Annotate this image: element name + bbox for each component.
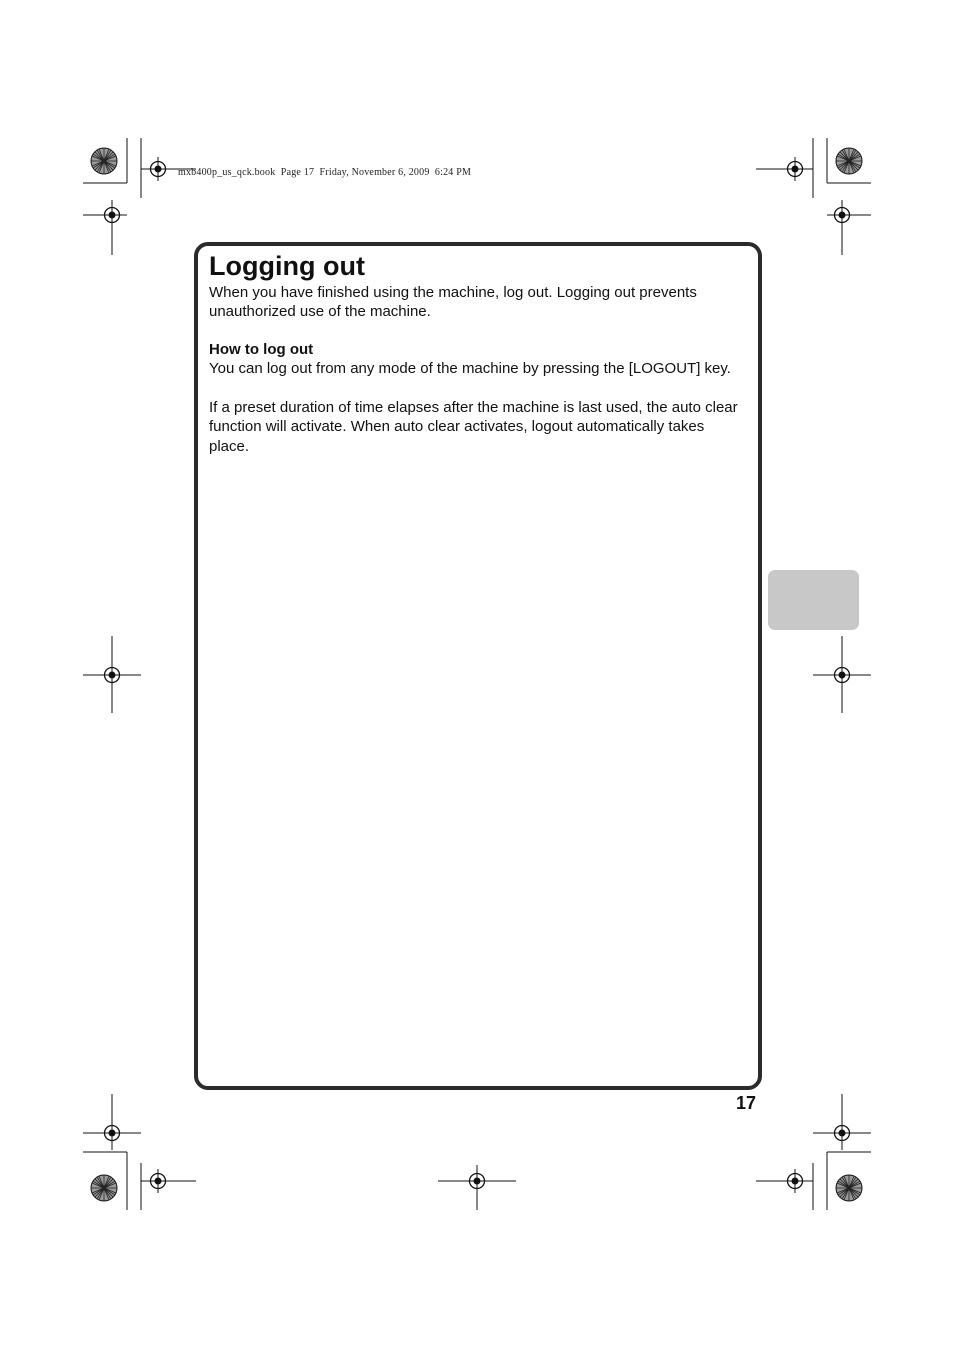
registration-mark (465, 1169, 489, 1193)
print-slug-line: mxb400p_us_qck.book Page 17 Friday, November 6, 2009 6:24 PM (178, 167, 472, 178)
registration-mark (830, 1121, 854, 1145)
page-number: 17 (736, 1093, 757, 1113)
registration-mark (830, 203, 854, 227)
registration-mark (146, 157, 170, 181)
registration-mark (100, 1121, 124, 1145)
auto-clear-paragraph: If a preset duration of time elapses after the machine is last used, the auto clear function will activate. When auto clear activates, logout automatically takes place. (209, 399, 738, 455)
logout-key-paragraph: You can log out from any mode of the machine by pressing the [LOGOUT] key. (209, 360, 731, 377)
registration-mark (830, 663, 854, 687)
section-heading: How to log out (209, 341, 314, 358)
registration-mark (146, 1169, 170, 1193)
star-target-bottom-right (836, 1175, 862, 1201)
registration-mark (100, 203, 124, 227)
intro-paragraph: When you have finished using the machine, log out. Logging out prevents unauthorized use of the machine. (209, 284, 697, 321)
star-target-bottom-left (91, 1175, 117, 1201)
registration-mark (783, 1169, 807, 1193)
star-target-top-right (836, 148, 862, 174)
page-title: Logging out (209, 251, 365, 281)
star-target-top-left (91, 148, 117, 174)
registration-mark (100, 663, 124, 687)
registration-mark (783, 157, 807, 181)
chapter-side-tab (768, 570, 859, 630)
